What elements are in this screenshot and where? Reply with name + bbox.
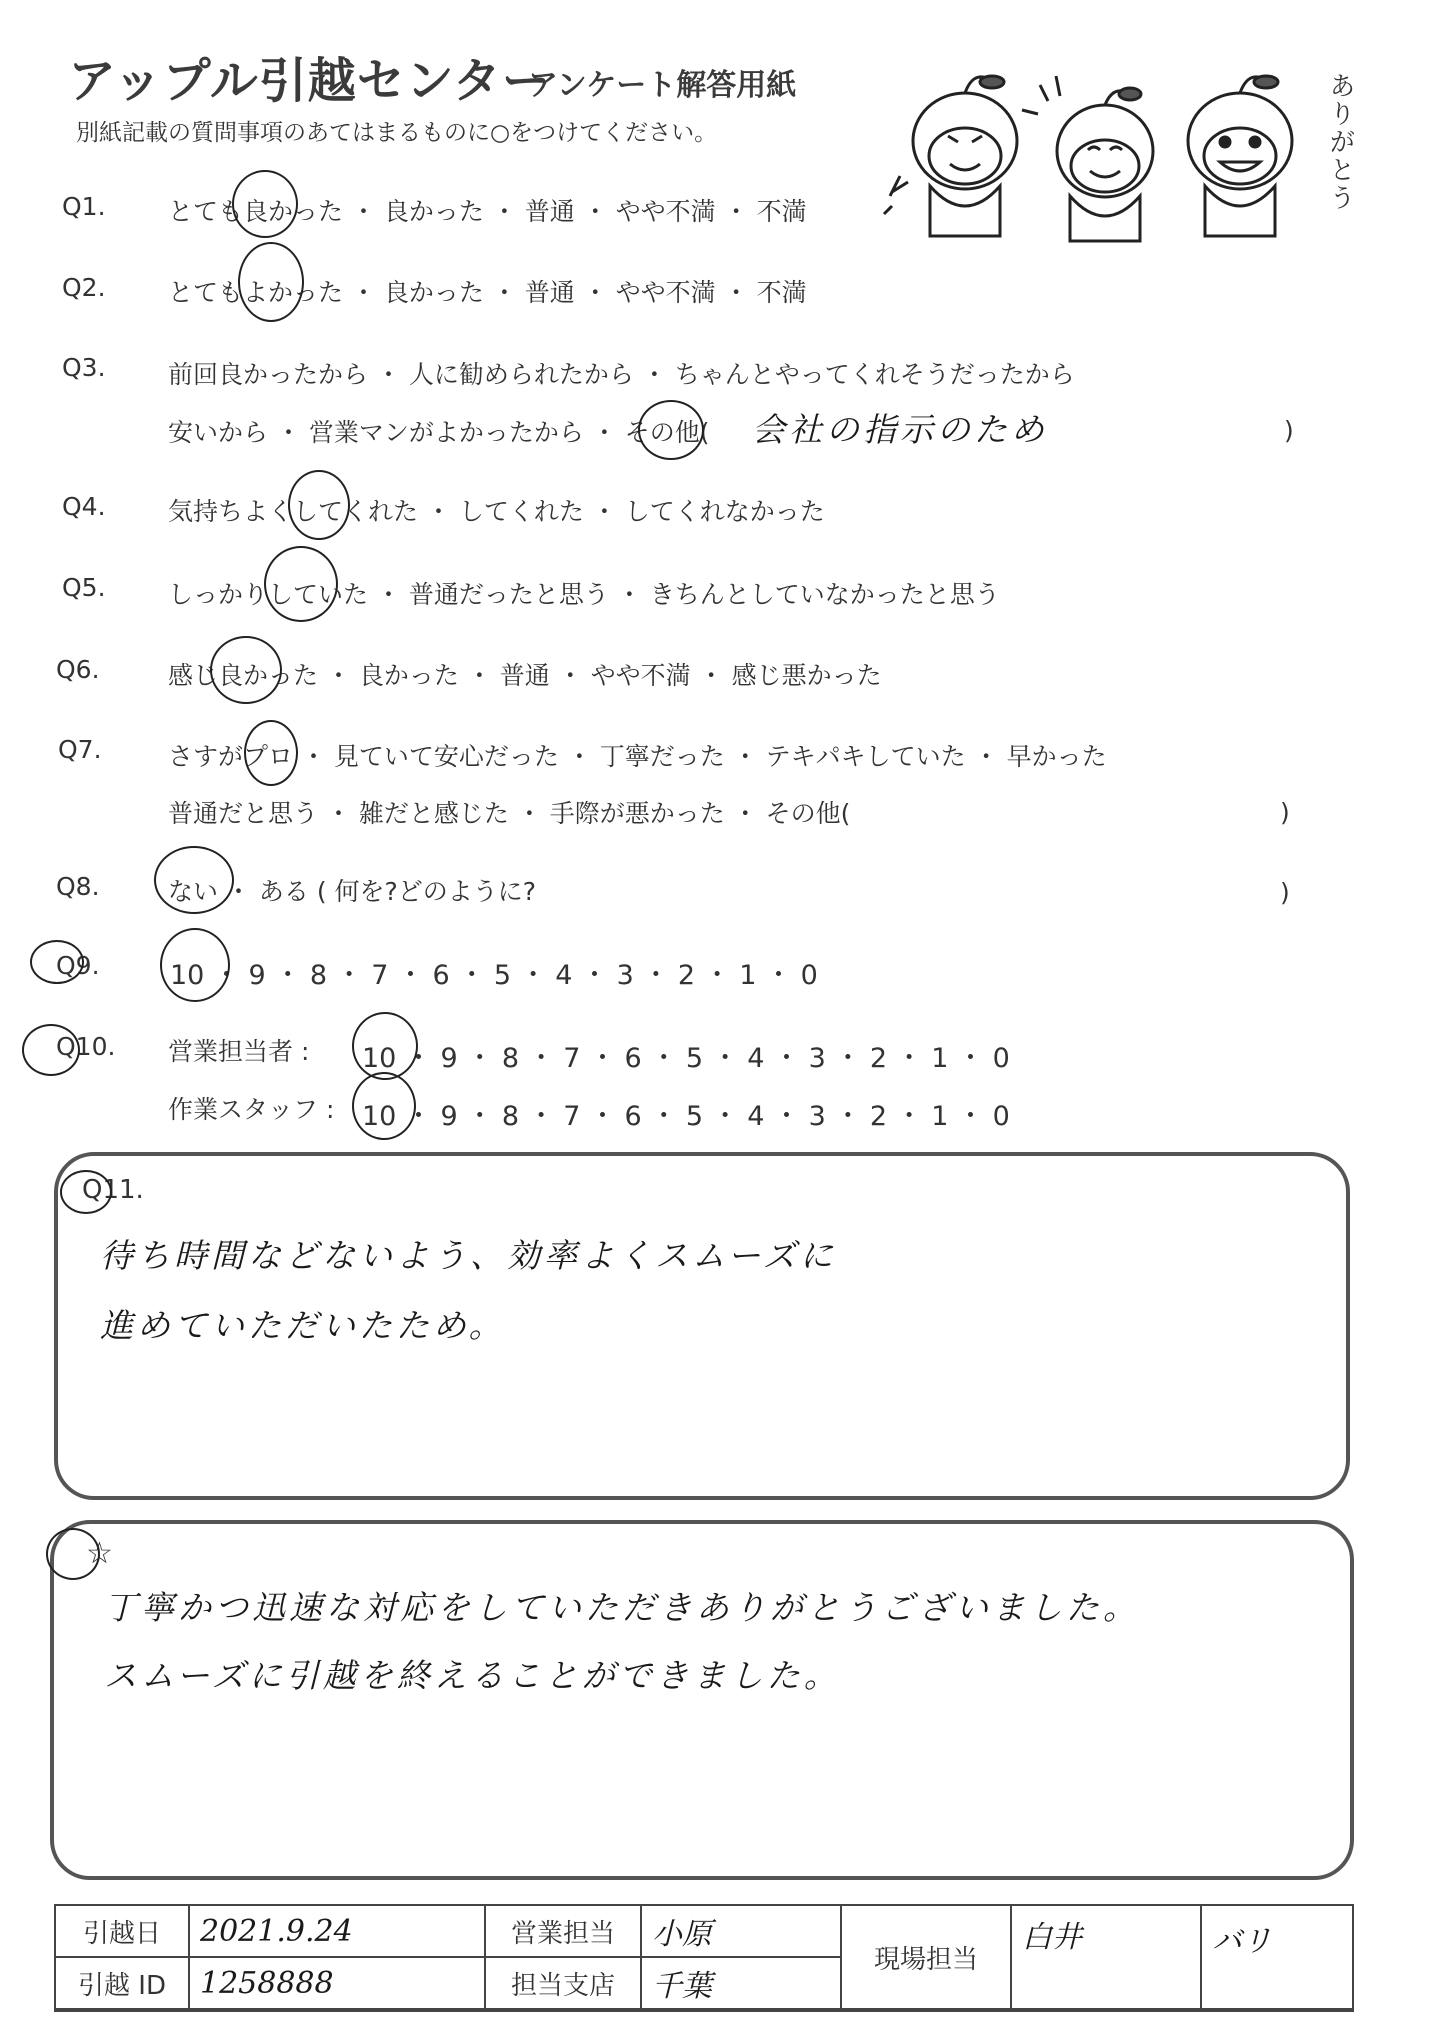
q3-label: Q3.	[62, 353, 106, 382]
monkey-mascots-illustration	[880, 56, 1360, 256]
q11-label: Q11.	[82, 1175, 144, 1205]
q11-mark-circle	[60, 1170, 112, 1214]
q9-scale[interactable]: 10 ・ 9 ・ 8 ・ 7 ・ 6 ・ 5 ・ 4 ・ 3 ・ 2 ・ 1 ・ 0	[170, 960, 818, 991]
move-date-label: 引越日	[56, 1906, 190, 1958]
q7-options-line2[interactable]: 普通だと思う ・ 雑だと感じた ・ 手際が悪かった ・ その他(	[168, 799, 851, 828]
q2-answer-circle	[238, 242, 304, 322]
company-title: アップル引越センター	[68, 53, 551, 109]
sales-rep-label: 営業担当	[486, 1906, 642, 1958]
q1-answer-circle	[232, 170, 298, 238]
footer-info-table	[54, 1904, 1354, 2012]
q10-staff-label: 作業スタッフ :	[168, 1095, 335, 1124]
q10-mark-circle	[22, 1024, 80, 1076]
instructions: 別紙記載の質問事項のあてはまるものに○をつけてください。	[76, 120, 718, 146]
q4-answer-circle	[288, 470, 350, 540]
q10-label: Q10.	[56, 1032, 116, 1061]
site-staff-value-2[interactable]: バリ	[1202, 1906, 1352, 2010]
q7-options-line1[interactable]: さすがプロ ・ 見ていて安心だった ・ 丁寧だった ・ テキパキしていた ・ 早かった	[168, 742, 1107, 771]
q7-paren-close: )	[1280, 798, 1290, 827]
q6-options[interactable]: 感じ良かった ・ 良かった ・ 普通 ・ やや不満 ・ 感じ悪かった	[168, 661, 882, 690]
star-answer-line1: 丁寧かつ迅速な対応をしていただきありがとうございました。	[104, 1588, 1140, 1627]
q9-answer-circle	[160, 928, 230, 1002]
q7-label: Q7.	[58, 735, 102, 764]
q4-options[interactable]: 気持ちよくしてくれた ・ してくれた ・ してくれなかった	[168, 497, 825, 526]
q6-answer-circle	[210, 636, 282, 704]
branch-label: 担当支店	[486, 1958, 642, 2010]
q10-sales-scale[interactable]: 10 ・ 9 ・ 8 ・ 7 ・ 6 ・ 5 ・ 4 ・ 3 ・ 2 ・ 1 ・ 0	[362, 1043, 1010, 1074]
site-staff-label: 現場担当	[842, 1906, 1012, 2010]
q11-answer-line1: 待ち時間などないよう、効率よくスムーズに	[100, 1236, 837, 1275]
q8-options[interactable]: ない ・ ある ( 何を?どのように?	[168, 877, 537, 906]
q6-label: Q6.	[56, 655, 100, 684]
q10-sales-label: 営業担当者 :	[168, 1037, 310, 1066]
star-answer-line2: スムーズに引越を終えることができました。	[104, 1656, 841, 1695]
q3-options-line2[interactable]: 安いから ・ 営業マンがよかったから ・ その他(	[168, 418, 710, 447]
site-staff-value-1[interactable]: 白井	[1012, 1906, 1202, 2010]
q5-answer-circle	[264, 546, 338, 622]
q1-options[interactable]: とても良かった ・ 良かった ・ 普通 ・ やや不満 ・ 不満	[168, 197, 807, 226]
move-date-value[interactable]: 2021.9.24	[190, 1906, 486, 1958]
q4-label: Q4.	[62, 492, 106, 521]
q9-mark-circle	[30, 940, 84, 984]
q10-staff-answer-circle	[352, 1072, 416, 1140]
q3-paren-close: )	[1284, 416, 1294, 445]
q5-label: Q5.	[62, 573, 106, 602]
form-subtitle: アンケート解答用紙	[528, 68, 797, 103]
q5-options[interactable]: しっかりしていた ・ 普通だったと思う ・ きちんとしていなかったと思う	[168, 580, 1000, 609]
star-icon: ☆	[86, 1536, 113, 1571]
q2-options[interactable]: とてもよかった ・ 良かった ・ 普通 ・ やや不満 ・ 不満	[168, 278, 807, 307]
q10-sales-answer-circle	[352, 1012, 418, 1080]
q3-answer-circle	[638, 400, 704, 460]
thanks-text: ありがとう	[1325, 72, 1355, 212]
sales-rep-value[interactable]: 小原	[642, 1906, 842, 1958]
q1-label: Q1.	[62, 192, 106, 221]
monkey-icon-1	[884, 76, 1017, 236]
q9-label: Q9.	[56, 951, 100, 980]
q3-other-handwritten: 会社の指示のため	[752, 410, 1048, 449]
branch-value[interactable]: 千葉	[642, 1958, 842, 2010]
q11-answer-line2: 進めていただいたため。	[100, 1306, 506, 1345]
monkey-icon-2	[1022, 76, 1153, 241]
q7-answer-circle	[244, 720, 298, 786]
monkey-icon-3	[1188, 76, 1292, 236]
q8-label: Q8.	[56, 872, 100, 901]
q10-staff-scale[interactable]: 10 ・ 9 ・ 8 ・ 7 ・ 6 ・ 5 ・ 4 ・ 3 ・ 2 ・ 1 ・ 0	[362, 1101, 1010, 1132]
q8-paren-close: )	[1280, 878, 1290, 907]
q8-answer-circle	[154, 846, 234, 914]
q2-label: Q2.	[62, 273, 106, 302]
move-id-label: 引越 ID	[56, 1958, 190, 2010]
star-mark-circle	[46, 1528, 100, 1580]
q3-options-line1[interactable]: 前回良かったから ・ 人に勧められたから ・ ちゃんとやってくれそうだったから	[168, 360, 1075, 389]
star-comment-box[interactable]	[50, 1520, 1354, 1880]
move-id-value[interactable]: 1258888	[190, 1958, 486, 2010]
